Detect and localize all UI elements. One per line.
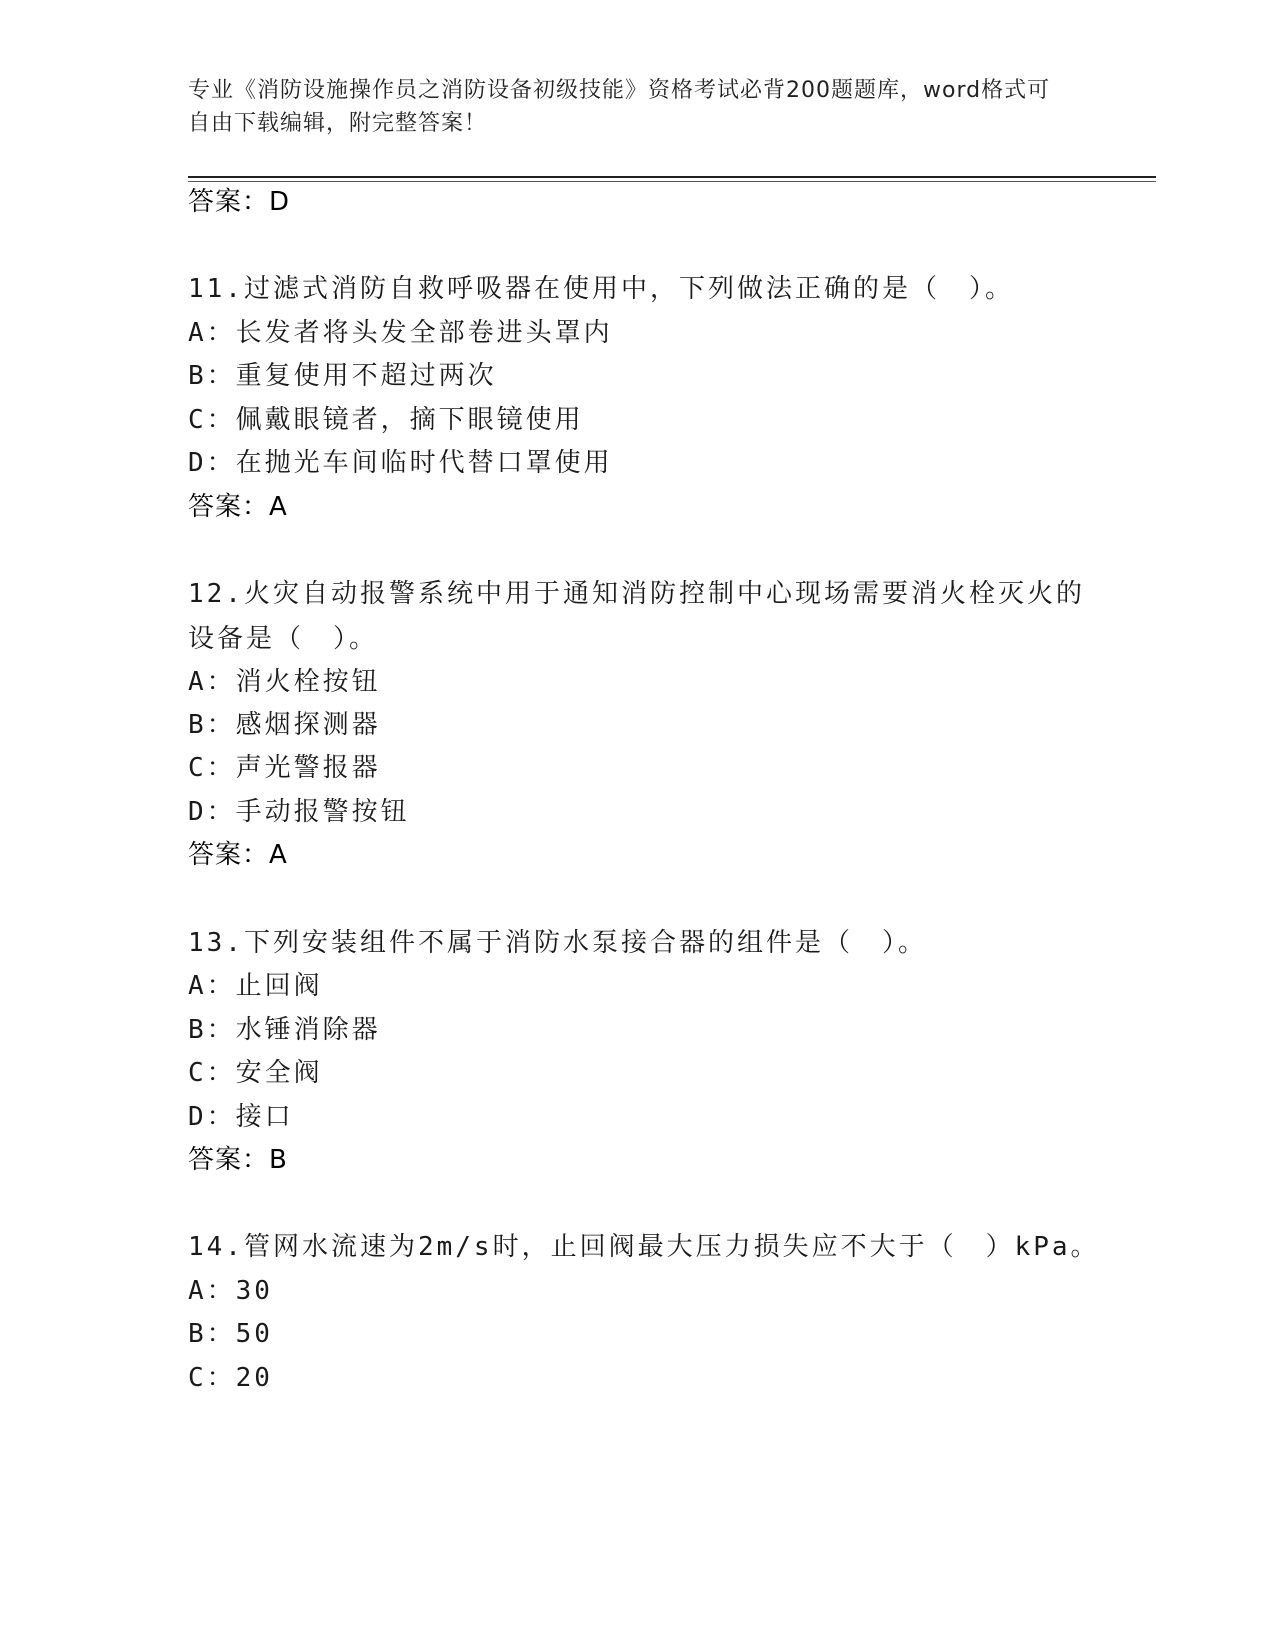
question-11-answer: 答案：A	[188, 492, 288, 522]
question-14-option-c: C：20	[188, 1363, 273, 1393]
question-12-option-c: C：声光警报器	[188, 753, 381, 783]
question-11-option-b: B：重复使用不超过两次	[188, 361, 497, 391]
document-header: 专业《消防设施操作员之消防设备初级技能》资格考试必背200题题库，word格式可自由下载编辑，附完整答案！	[188, 78, 1051, 136]
question-13-option-a: A：止回阀	[188, 971, 323, 1001]
question-12-option-a: A：消火栓按钮	[188, 667, 381, 697]
question-13-answer: 答案：B	[188, 1145, 288, 1175]
previous-answer: 答案：D	[188, 187, 291, 217]
question-13-text: 13.下列安装组件不属于消防水泵接合器的组件是（ ）。	[188, 928, 927, 958]
question-12-option-b: B：感烟探测器	[188, 710, 381, 740]
question-14-option-b: B：50	[188, 1319, 273, 1349]
question-11-text: 11.过滤式消防自救呼吸器在使用中，下列做法正确的是（ ）。	[188, 274, 1014, 304]
question-12-text: 12.火灾自动报警系统中用于通知消防控制中心现场需要消火栓灭火的设备是（ ）。	[188, 579, 1085, 654]
question-14-option-a: A：30	[188, 1276, 273, 1306]
question-12-option-d: D：手动报警按钮	[188, 797, 410, 827]
header-rule-thin	[188, 181, 1156, 182]
question-11-option-d: D：在抛光车间临时代替口罩使用	[188, 448, 613, 478]
question-11-option-c: C：佩戴眼镜者，摘下眼镜使用	[188, 405, 584, 435]
question-13-option-b: B：水锤消除器	[188, 1015, 381, 1045]
header-rule-thick	[188, 176, 1156, 178]
question-13-option-c: C：安全阀	[188, 1058, 323, 1088]
question-12-answer: 答案：A	[188, 840, 288, 870]
question-11-option-a: A：长发者将头发全部卷进头罩内	[188, 318, 613, 348]
question-13-option-d: D：接口	[188, 1102, 294, 1132]
question-14-text: 14.管网水流速为2m/s时，止回阀最大压力损失应不大于（ ）kPa。	[188, 1232, 1100, 1262]
